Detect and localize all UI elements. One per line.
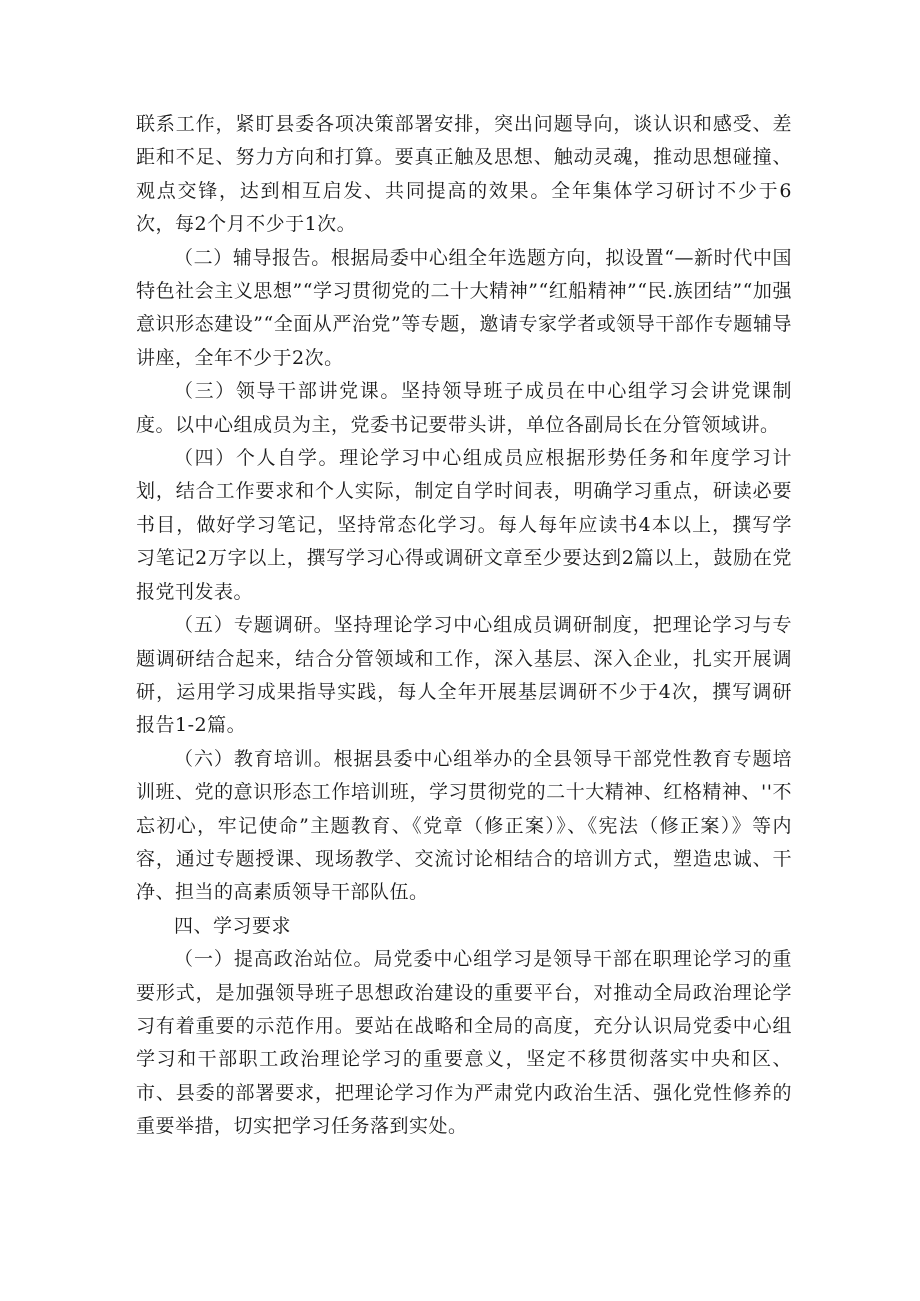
paragraph-self-study: （四）个人自学。理论学习中心组成员应根据形势任务和年度学习计划，结合工作要求和个人实际，制定自学时间表，明确学习重点，研读必要书目，做好学习笔记，坚持常态化学习。每人每年应读书4本以上，撰写学习笔记2万字以上，撰写学习心得或调研文章至少要达到2篇以上，鼓励在党报党刊发表。 xyxy=(136,447,792,603)
paragraph-special-research: （五）专题调研。坚持理论学习中心组成员调研制度，把理论学习与专题调研结合起来，结合分管领域和工作，深入基层、深入企业，扎实开展调研，运用学习成果指导实践，每人全年开展基层调研不少于4次，撰写调研报告1-2篇。 xyxy=(136,614,792,737)
paragraph-political-standing: （一）提高政治站位。局党委中心组学习是领导干部在职理论学习的重要形式，是加强领导班子思想政治建设的重要平台，对推动全局政治理论学习有着重要的示范作用。要站在战略和全局的高度，充分认识局党委中心组学习和干部职工政治理论学习的重要意义，坚定不移贯彻落实中央和区、市、县委的部署要求，把理论学习作为严肃党内政治生活、强化党性修养的重要举措，切实把学习任务落到实处。 xyxy=(136,948,792,1138)
paragraph-education-training: （六）教育培训。根据县委中心组举办的全县领导干部党性教育专题培训班、党的意识形态工作培训班，学习贯彻党的二十大精神、红格精神、''不忘初心，牢记使命”主题教育、《党章（修正案）》、《宪法（修正案）》等内容，通过专题授课、现场教学、交流讨论相结合的培训方式，塑造忠诚、干净、担当的高素质领导干部队伍。 xyxy=(136,747,792,904)
document-body xyxy=(136,108,792,1144)
paragraph-guidance-report: （二）辅导报告。根据局委中心组全年选题方向，拟设置“—新时代中国特色社会主义思想”“学习贯彻党的二十大精神”“红船精神”“民.族团结”“加强意识形态建设”“全面从严治党”等专题，邀请专家学者或领导干部作专题辅导讲座，全年不少于2次。 xyxy=(136,246,792,369)
paragraph-leaders-party-lecture: （三）领导干部讲党课。坚持领导班子成员在中心组学习会讲党课制度。以中心组成员为主，党委书记要带头讲，单位各副局长在分管领域讲。 xyxy=(136,380,792,436)
paragraph-continuation: 联系工作，紧盯县委各项决策部署安排，突出问题导向，谈认识和感受、差距和不足、努力方向和打算。要真正触及思想、触动灵魂，推动思想碰撞、观点交锋，达到相互启发、共同提高的效果。全年集体学习研讨不少于6次，每2个月不少于1次。 xyxy=(136,113,792,236)
section-heading-study-requirements: 四、学习要求 xyxy=(174,914,292,937)
